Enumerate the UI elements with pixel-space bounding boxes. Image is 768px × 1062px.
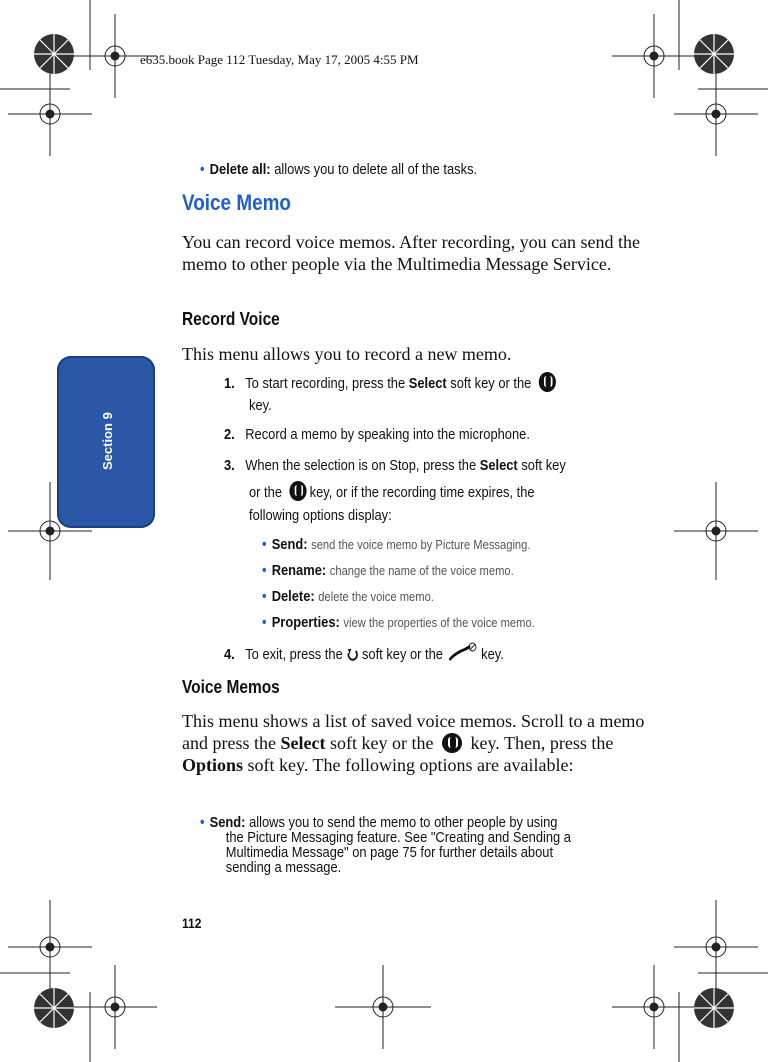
book-header-line: e635.book Page 112 Tuesday, May 17, 2005 4:55 PM xyxy=(140,52,419,67)
option-delete: • Delete: delete the voice memo. xyxy=(262,588,434,605)
step-3-line2-b: key, or if the recording time expires, the xyxy=(309,484,535,501)
option-rename: • Rename: change the name of the voice memo. xyxy=(262,562,514,579)
send-bullet-term: Send: xyxy=(209,814,246,831)
option-properties-term: Properties: xyxy=(271,614,340,631)
page-number: 112 xyxy=(182,915,202,931)
option-properties: • Properties: view the properties of the voice memo. xyxy=(262,614,535,631)
send-bullet-line-1: allows you to send the memo to other people by using xyxy=(249,814,558,831)
option-rename-desc: change the name of the voice memo. xyxy=(329,563,514,578)
ok-key-icon xyxy=(442,733,462,753)
step-2 xyxy=(224,425,530,445)
voice-memos-intro xyxy=(182,710,646,776)
option-delete-term: Delete: xyxy=(271,588,315,605)
step-2-text: Record a memo by speaking into the microphone. xyxy=(245,426,530,443)
step-3-text-b: soft key xyxy=(517,457,566,474)
delete-all-text: allows you to delete all of the tasks. xyxy=(274,161,478,178)
section-title: Voice Memo xyxy=(182,190,292,215)
ok-key-icon xyxy=(289,481,306,501)
step-1-text-a: To start recording, press the xyxy=(245,375,409,392)
send-bullet-line-2: the Picture Messaging feature. See "Creating and Sending a xyxy=(225,829,571,846)
end-key-icon xyxy=(447,641,478,663)
section-tab-label: Section 9 xyxy=(100,412,115,470)
option-delete-desc: delete the voice memo. xyxy=(318,589,434,604)
record-voice-intro: This menu allows you to record a new memo. xyxy=(182,344,512,364)
voice-memos-intro-1: This menu shows a list of saved voice memos. Scroll to a memo and press the xyxy=(182,711,645,753)
step-1-bold: Select xyxy=(408,375,447,392)
send-bullet: • Send: allows you to send the memo to other people by using the Picture Messaging feature. See "Creating and Sending a Multimedia Message" on page 75 for further details about sending a message. xyxy=(199,814,571,876)
step-4-text-b: soft key or the xyxy=(361,646,443,663)
step-4 xyxy=(224,641,504,665)
step-1-number: 1. xyxy=(224,375,235,392)
step-3-text-a: When the selection is on Stop, press the xyxy=(245,457,480,474)
step-4-text-c: key. xyxy=(481,646,504,663)
voice-memos-heading: Voice Memos xyxy=(182,677,280,697)
delete-all-bullet: • Delete all: allows you to delete all of the tasks. xyxy=(199,161,478,178)
step-1-text-b: soft key or the xyxy=(446,375,532,392)
back-key-icon xyxy=(346,646,358,662)
option-rename-term: Rename: xyxy=(271,562,327,579)
step-3 xyxy=(224,456,566,476)
step-2-number: 2. xyxy=(224,426,235,443)
voice-memo-intro: You can record voice memos. After recording, you can send the memo to other people via the Multimedia Message Service. xyxy=(182,232,641,274)
option-properties-desc: view the properties of the voice memo. xyxy=(343,615,535,630)
ok-key-icon xyxy=(538,372,555,392)
step-1-line2: key. xyxy=(249,397,272,414)
delete-all-term: Delete all: xyxy=(209,161,271,178)
record-voice-heading: Record Voice xyxy=(182,309,280,329)
option-send: • Send: send the voice memo by Picture Messaging. xyxy=(262,536,531,553)
step-3-line2 xyxy=(249,481,535,503)
voice-memos-select: Select xyxy=(280,733,326,753)
step-3-line2-a: or the xyxy=(249,484,282,501)
voice-memos-intro-2: soft key or the xyxy=(325,733,434,753)
option-send-desc: send the voice memo by Picture Messaging. xyxy=(311,537,531,552)
send-bullet-line-4: sending a message. xyxy=(225,859,342,876)
step-1 xyxy=(224,372,559,394)
send-bullet-line-3: Multimedia Message" on page 75 for further details about xyxy=(225,844,554,861)
option-send-term: Send: xyxy=(271,536,308,553)
voice-memos-options: Options xyxy=(182,755,244,775)
step-4-text-a: To exit, press the xyxy=(245,646,343,663)
voice-memos-intro-4: soft key. The following options are available: xyxy=(243,755,574,775)
step-3-number: 3. xyxy=(224,457,235,474)
step-4-number: 4. xyxy=(224,646,235,663)
step-3-bold: Select xyxy=(479,457,518,474)
step-3-line3: following options display: xyxy=(249,507,392,524)
voice-memos-intro-3: key. Then, press the xyxy=(465,733,614,753)
